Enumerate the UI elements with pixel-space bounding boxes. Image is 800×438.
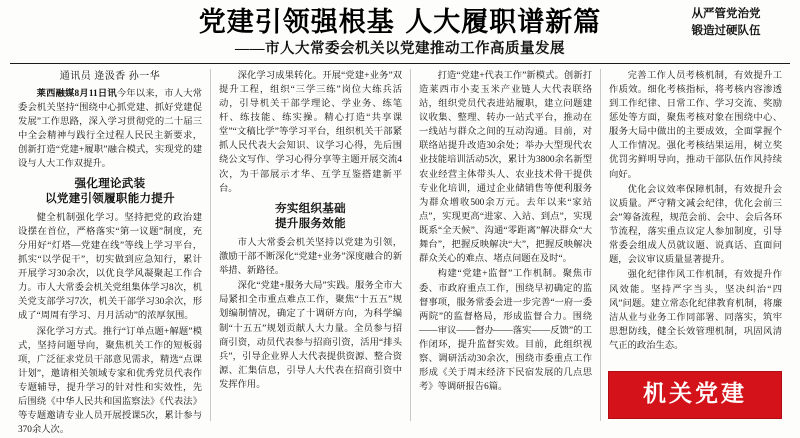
- column3-body-2: 市委、市政府重点工作，围绕早初确定的监督事项，服务常委会进一步完善“一府一委两院”的监督格局，形成监督合力。围绕——审议——督办——落实——反馈”的工作闭环，提升监督实效。目前，此组织视察、调研活动30余次，围绕市委重点工作形成《关于周末经济下民宿发展的几点思考》等调研报告6篇。: [419, 269, 592, 393]
- column1-paragraph-2: 健全机制强化学习。坚持把党的政治建设摆在首位，严格落实“第一议题”制度，充分用好“灯塔—党建在线”等线上学习平台，抓实“以学促干”，切实做到应急知行，累计开展学习30余次，以优良学风凝聚起工作合力。市人大常委会机关党组集体学习8次，机关党支部学习7次，机关干部学习30余次，形成了“周周有学习、月月活动”的浓厚氛围。: [18, 212, 202, 322]
- column-4: [600, 69, 790, 421]
- column3-paragraph-2: [419, 267, 592, 394]
- column1-body-1: 今年以来，市人大常委会机关坚持“围绕中心抓党建、抓好党建促发展”工作思路，深入学习贯彻党的二十届三中全会精神与践行全过程人民民主新要求，创新打造“党建+履职”融合模式，实现党的建设与人大工作双提升。: [18, 88, 202, 170]
- column4-paragraph-1: 完善工作人员考核机制，有效提升工作质效。细化考核指标，将考核内容渗透到工作纪律、日常工作、学习交流、奖励惩处等方面，聚焦考核对象在围绕中心、服务大局中做出的主要成效，全面掌握个人工作情况。强化考核结果运用，树立奖优罚劣鲜明导向，推动干部队伍作风持续向好。: [609, 70, 782, 180]
- corner-banner-line2: 锻造过硬队伍: [691, 25, 761, 38]
- section-heading-2-line2: 提升服务效能: [275, 218, 346, 231]
- column-2: [210, 69, 410, 421]
- section-heading-2: [219, 202, 402, 233]
- page-subtitle: ——市人大常委会机关以党建推动工作高质量发展: [235, 41, 565, 58]
- column3-inline-heading: 构建“党建+监督”工作机制。聚焦: [437, 269, 583, 280]
- section-logo-badge: 机关党建: [608, 371, 782, 419]
- section-heading-1: [18, 177, 202, 208]
- column4-paragraph-3: 强化纪律作风工作机制，有效提升作风效能。坚持严字当头，坚决纠治“四风”问题。建立常态化纪律教育机制，将廉洁从业与业务工作同部署、同落实，筑牢思想防线，健全长效管理机制，巩固风清气正的政治生态。: [609, 270, 782, 351]
- column3-paragraph-1: 打造“党建+代表工作”新模式。创新打造莱西市小麦玉米产业链人大代表联络站，组织党员代表进站履职，建立问题建议收集、整理、转办一站式平台，推动在一线站与群众之间的互动沟通。目前，对联络站提升改造30余处；举办大型现代农业技能培训活动5次，累计为3800余名新型农业经营主体带头人、农业技术骨干提供专业化培训，通过企业储销售等便利服务为群众增收500余万元。去年以来“家站点”，实现更高“进家、入站、到点”，实现既系“全天候”、沟通“零距离”解决群众“大舞台”，把握反映解决“大”，把握反映解决群众关心的难点、堵点问题在及时“。: [419, 70, 592, 265]
- dateline: 莱西融媒8月11日讯: [36, 88, 117, 99]
- masthead: [10, 8, 790, 64]
- column1-paragraph-1: [18, 87, 202, 172]
- column2-paragraph-3: 深化“党建+服务大局”实践。服务全市大局紧扣全市重点难点工作，聚焦“十五五”规划编制情况，确定了十调研方向，为科学编制“十五五”规划贡献人大力量。全员参与招商引资，动员代表参与招商引资，活用“排头兵”，引导企业界人大代表提供资源、整合资源、汇集信息，引导人大代表在招商引资中发挥作用。: [219, 281, 402, 391]
- article-columns: [10, 69, 790, 436]
- byline: 通讯员 逄汲香 孙一华: [59, 70, 161, 82]
- column1-paragraph-3: 深化学习方式。推行“订单点题+解题”模式，坚持问题导向，聚焦机关工作的短板弱项，广泛征求党员干部意见需求，精选“点课计划”，邀请相关领域专家和优秀党员代表作专题辅导，提升学习的针对性和实效性，先后围绕《中华人民共和国监察法》《代表法》等专题邀请专业人员开展授课5次，累计参与370余人次。: [18, 326, 202, 436]
- column-3: [410, 69, 600, 421]
- column4-paragraph-2: 优化会议效率保障机制，有效提升会议质量。严守精文减会纪律，优化会前三会”筹备流程，规范会前、会中、会后各环节流程，落实重点议定人参加制度，引导常委会组成人员就议题、说真话、直面问题，会议审议质量显著提升。: [609, 184, 782, 266]
- section-heading-1-line2: 以党建引领履职能力提升: [45, 193, 175, 206]
- section-heading-2-line1: 夯实组织基础: [275, 202, 346, 215]
- column2-paragraph-1: 深化学习成果转化。开展“党建+业务”双提升工程，组织“三学三练”岗位大练兵活动，引导机关干部学理论、学业务、练笔杆、练技能、练实操。精心打造“共享课堂”“文稿比学”等学习平台，组织机关干部紧抓人民代表大会知识、议学习心得，先后围绕公文写作、学习心得分享等主题开展交流4次，为干部展示才华、互学互鉴搭建新平台。: [219, 70, 402, 194]
- page-title: 党建引领强根基 人大履职谱新篇: [198, 7, 602, 38]
- column-1: [10, 69, 210, 436]
- corner-banner-line1: 从严管党治党: [691, 8, 761, 20]
- column2-paragraph-2: 市人大常委会机关坚持以党建为引领，激励干部不断深化“党建+业务”深度融合的新举措、新路径。: [219, 237, 402, 277]
- corner-banner: [662, 6, 790, 41]
- section-heading-1-line1: 强化理论武装: [74, 177, 146, 190]
